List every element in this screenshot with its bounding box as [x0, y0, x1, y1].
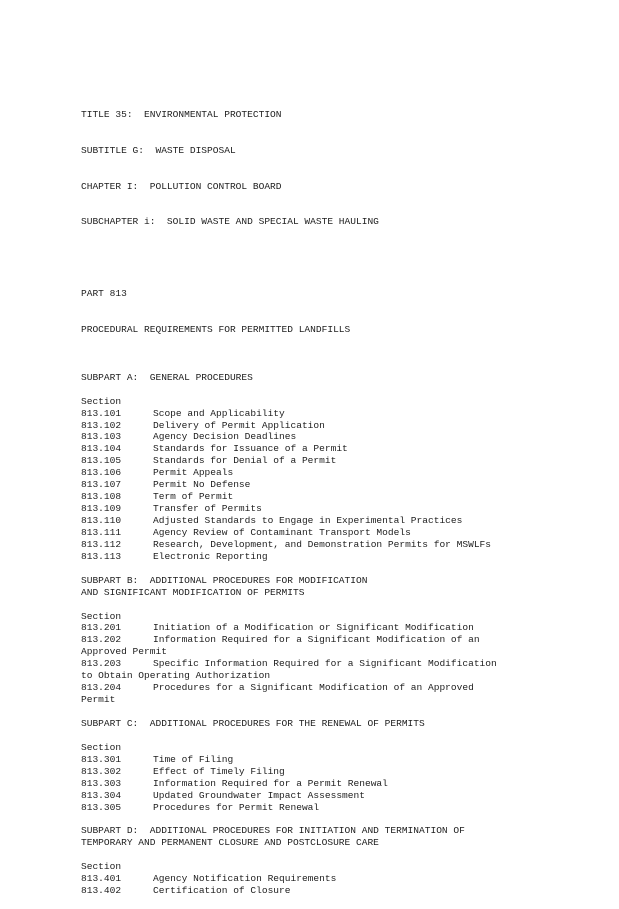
- section-title: Scope and Applicability: [153, 407, 285, 419]
- section-row: [81, 802, 551, 814]
- section-number: 813.107: [81, 479, 122, 491]
- subtitle-line: SUBTITLE G: WASTE DISPOSAL: [81, 144, 236, 156]
- section-number: 813.103: [81, 431, 122, 443]
- section-title: Information Required for a Permit Renewal: [153, 777, 388, 789]
- section-number: 813.301: [81, 753, 122, 765]
- spacer: [81, 599, 551, 611]
- section-row: [81, 658, 551, 670]
- section-number: 813.303: [81, 777, 122, 789]
- spacer: [81, 360, 551, 372]
- section-row: [81, 622, 551, 634]
- section-number: 813.112: [81, 538, 122, 550]
- section-label: Section: [81, 861, 122, 873]
- section-row: [81, 754, 551, 766]
- section-number: 813.203: [81, 658, 122, 670]
- section-title: Adjusted Standards to Engage in Experimental Practices: [153, 515, 463, 526]
- section-number: 813.401: [81, 873, 122, 885]
- section-title: Electronic Reporting: [153, 550, 268, 562]
- section-title-continuation: Approved Permit: [81, 646, 167, 658]
- section-row: [81, 431, 551, 443]
- section-number: 813.108: [81, 491, 122, 503]
- section-row: [81, 503, 551, 515]
- subpart-heading: AND SIGNIFICANT MODIFICATION OF PERMITS: [81, 586, 305, 598]
- section-title: Agency Decision Deadlines: [153, 431, 297, 443]
- section-row: [81, 479, 551, 491]
- section-number: 813.305: [81, 801, 122, 813]
- section-number: 813.113: [81, 550, 122, 562]
- section-number: 813.202: [81, 634, 122, 646]
- section-row: [81, 873, 551, 885]
- spacer: [81, 706, 551, 718]
- section-row: [81, 634, 551, 646]
- section-title: Standards for Denial of a Permit: [153, 455, 337, 467]
- section-row: [81, 443, 551, 455]
- section-number: 813.201: [81, 622, 122, 634]
- section-title: Updated Groundwater Impact Assessment: [153, 789, 365, 801]
- subpart-heading: SUBPART A: GENERAL PROCEDURES: [81, 371, 253, 383]
- section-title: Delivery of Permit Application: [153, 419, 325, 431]
- subpart-heading: TEMPORARY AND PERMANENT CLOSURE AND POSTCLOSURE CARE: [81, 837, 379, 849]
- section-row: [81, 455, 551, 467]
- section-title-continuation: to Obtain Operating Authorization: [81, 670, 271, 682]
- section-row: [81, 515, 551, 527]
- section-row: [81, 682, 551, 694]
- document-page: [81, 85, 551, 909]
- part-title: PROCEDURAL REQUIREMENTS FOR PERMITTED LANDFILLS: [81, 323, 351, 335]
- section-row: [81, 491, 551, 503]
- section-row: [81, 527, 551, 539]
- subpart-heading: SUBPART C: ADDITIONAL PROCEDURES FOR THE RENEWAL OF PERMITS: [81, 717, 425, 729]
- section-row: [81, 420, 551, 432]
- subchapter-line: SUBCHAPTER i: SOLID WASTE AND SPECIAL WASTE HAULING: [81, 216, 379, 228]
- section-row: [81, 539, 551, 551]
- section-title: Standards for Issuance of a Permit: [153, 443, 348, 455]
- spacer: [81, 849, 551, 861]
- subparts-container: [81, 360, 551, 897]
- section-label: Section: [81, 610, 122, 622]
- subpart-heading: SUBPART B: ADDITIONAL PROCEDURES FOR MODIFICATION: [81, 574, 368, 586]
- section-label: Section: [81, 395, 122, 407]
- section-number: 813.105: [81, 455, 122, 467]
- section-title: Certification of Closure: [153, 885, 291, 897]
- section-number: 813.302: [81, 765, 122, 777]
- section-number: 813.101: [81, 407, 122, 419]
- section-title: Agency Review of Contaminant Transport Models: [153, 526, 411, 538]
- section-row: [81, 766, 551, 778]
- spacer: [81, 384, 551, 396]
- section-title: Information Required for a Significant Modification of an: [153, 634, 480, 646]
- section-title: Procedures for Permit Renewal: [153, 801, 320, 813]
- section-title: Agency Notification Requirements: [153, 873, 337, 885]
- section-row: [81, 551, 551, 563]
- section-title: Term of Permit: [153, 491, 234, 503]
- chapter-line: CHAPTER I: POLLUTION CONTROL BOARD: [81, 180, 282, 192]
- title-line: TITLE 35: ENVIRONMENTAL PROTECTION: [81, 108, 282, 120]
- section-number: 813.106: [81, 467, 122, 479]
- subpart-heading: SUBPART D: ADDITIONAL PROCEDURES FOR INITIATION AND TERMINATION OF: [81, 825, 465, 837]
- spacer: [81, 563, 551, 575]
- section-row: [81, 467, 551, 479]
- section-title: Initiation of a Modification or Significant Modification: [153, 622, 474, 634]
- section-number: 813.109: [81, 503, 122, 515]
- spacer: [81, 252, 551, 264]
- section-number: 813.111: [81, 526, 122, 538]
- section-title: Specific Information Required for a Significant Modification: [153, 658, 497, 670]
- section-number: 813.104: [81, 443, 122, 455]
- part-number: PART 813: [81, 288, 127, 300]
- spacer: [81, 730, 551, 742]
- section-row: [81, 885, 551, 897]
- section-title: Research, Development, and Demonstration Permits for MSWLFs: [153, 538, 492, 550]
- section-row: [81, 408, 551, 420]
- section-number: 813.304: [81, 789, 122, 801]
- section-title: Permit Appeals: [153, 467, 234, 479]
- section-title: Effect of Timely Filing: [153, 765, 285, 777]
- section-title-continuation: Permit: [81, 694, 116, 706]
- spacer: [81, 813, 551, 825]
- section-label: Section: [81, 741, 122, 753]
- section-number: 813.110: [81, 515, 122, 526]
- section-row: [81, 778, 551, 790]
- section-number: 813.402: [81, 885, 122, 897]
- section-title: Transfer of Permits: [153, 503, 262, 515]
- section-number: 813.204: [81, 682, 122, 694]
- section-title: Procedures for a Significant Modification of an Approved: [153, 682, 474, 694]
- section-number: 813.102: [81, 419, 122, 431]
- section-title: Time of Filing: [153, 753, 234, 765]
- section-title: Permit No Defense: [153, 479, 251, 491]
